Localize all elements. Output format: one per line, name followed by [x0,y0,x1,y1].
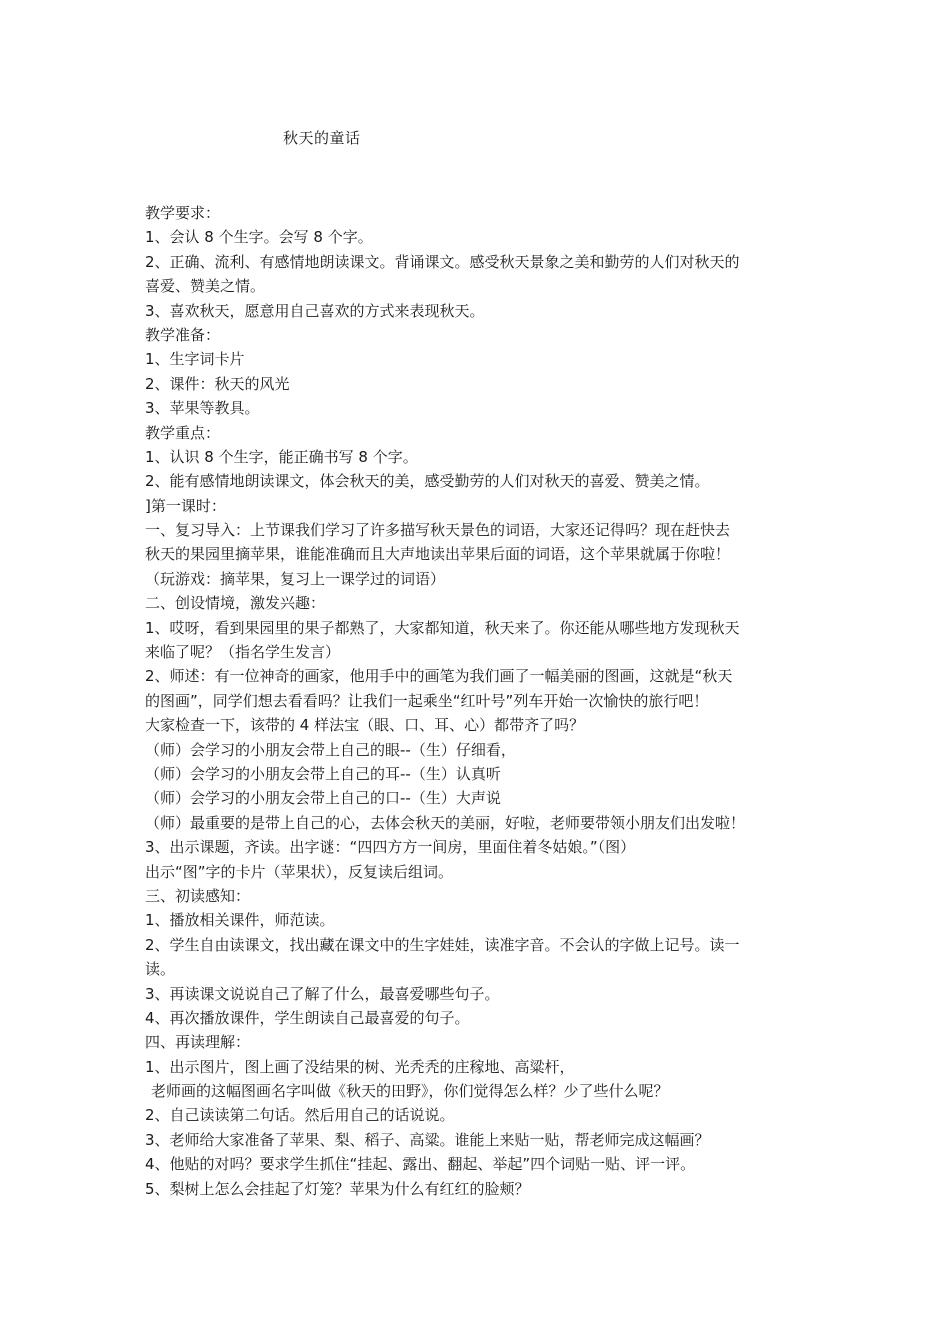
document-line: 5、梨树上怎么会挂起了灯笼？苹果为什么有红红的脸颊？ [145,1179,530,1198]
document-line: 喜爱、赞美之情。 [145,277,266,296]
document-line: （师）最重要的是带上自己的心，去体会秋天的美丽，好啦，老师要带领小朋友们出发啦！ [145,813,746,832]
document-line: 的图画”，同学们想去看看吗？让我们一起乘坐“红叶号”列车开始一次愉快的旅行吧！ [145,691,709,710]
document-line: （师）会学习的小朋友会带上自己的耳--（生）认真听 [145,764,501,783]
document-line: 3、苹果等教具。 [145,399,260,418]
document-line: 四、再读理解： [145,1033,251,1052]
document-line: 读。 [145,960,176,979]
document-line: 老师画的这幅图画名字叫做《秋天的田野》，你们觉得怎么样？少了些什么呢？ [151,1082,669,1101]
document-line: 教学准备： [145,325,221,344]
document-line: 来临了呢？（指名学生发言） [145,643,341,662]
document-line: 2、能有感情地朗读课文，体会秋天的美，感受勤劳的人们对秋天的喜爱、赞美之情。 [145,472,710,491]
document-line: 2、课件：秋天的风光 [145,374,290,393]
document-line: 2、正确、流利、有感情地朗读课文。背诵课文。感受秋天景象之美和勤劳的人们对秋天的 [145,252,740,271]
document-line: 三、初读感知： [145,886,251,905]
document-line: 3、喜欢秋天，愿意用自己喜欢的方式来表现秋天。 [145,301,485,320]
document-line: 二、创设情境，激发兴趣： [145,594,326,613]
document-line: 秋天的果园里摘苹果，谁能准确而且大声地读出苹果后面的词语，这个苹果就属于你啦！ [145,545,731,564]
document-line: 1、认识 8 个生字，能正确书写 8 个字。 [145,447,418,466]
document-line: 教学重点： [145,423,221,442]
document-line: 1、会认 8 个生字。会写 8 个字。 [145,228,373,247]
document-line: 1、出示图片，图上画了没结果的树、光秃秃的庄稼地、高粱杆， [145,1057,575,1076]
document-line: ]第一课时： [145,496,226,515]
document-line: 1、生字词卡片 [145,350,245,369]
document-line: 2、自己读读第二句话。然后用自己的话说说。 [145,1106,455,1125]
document-line: 3、老师给大家准备了苹果、梨、稻子、高粱。谁能上来贴一贴，帮老师完成这幅画？ [145,1130,710,1149]
document-line: （师）会学习的小朋友会带上自己的口--（生）大声说 [145,789,501,808]
document-line: 一、复习导入：上节课我们学习了许多描写秋天景色的词语，大家还记得吗？现在赶快去 [145,521,731,540]
document-line: 1、哎呀，看到果园里的果子都熟了，大家都知道，秋天来了。你还能从哪些地方发现秋天 [145,618,740,637]
document-line: 2、学生自由读课文，找出藏在课文中的生字娃娃，读准字音。不会认的字做上记号。读一 [145,935,740,954]
document-line: 1、播放相关课件，师范读。 [145,911,335,930]
document-line: 3、出示课题，齐读。出字谜：“四四方方一间房，里面住着冬姑娘。”（图） [145,838,636,857]
document-line: 4、再次播放课件，学生朗读自己最喜爱的句子。 [145,1008,470,1027]
document-line: 出示“图”字的卡片（苹果状），反复读后组词。 [145,862,454,881]
document-line: 3、再读课文说说自己了解了什么，最喜爱哪些句子。 [145,984,500,1003]
document-line: 4、他贴的对吗？要求学生抓住“挂起、露出、翻起、举起”四个词贴一贴、评一评。 [145,1155,696,1174]
document-line: （师）会学习的小朋友会带上自己的眼--（生）仔细看， [145,740,516,759]
document-line: 教学要求： [145,204,221,222]
document-body [145,201,815,1201]
document-line: 2、师述：有一位神奇的画家，他用手中的画笔为我们画了一幅美丽的图画，这就是“秋天 [145,667,733,686]
document-title: 秋天的童话 [283,129,361,147]
document-line: 大家检查一下，该带的 4 样法宝（眼、口、耳、心）都带齐了吗？ [145,716,585,735]
document-line: （玩游戏：摘苹果，复习上一课学过的词语） [145,569,446,588]
